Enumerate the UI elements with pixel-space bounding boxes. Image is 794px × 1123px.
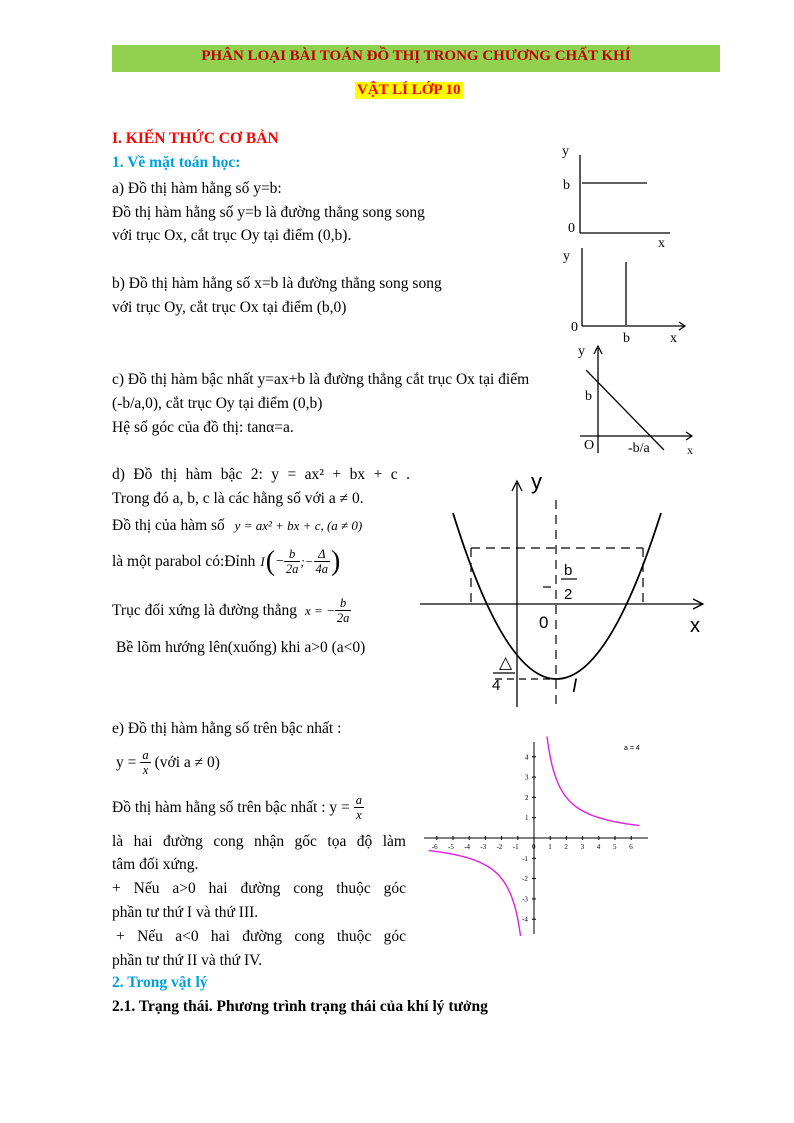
g4-vertex-label: I <box>572 676 578 697</box>
paragraph-e-line6: phần tư thứ I và thứ III. <box>112 904 259 921</box>
paragraph-e-line4: tâm đối xứng. <box>112 856 199 873</box>
hyperbola-fraction-2: $\frac{a}{x}$ <box>355 793 362 822</box>
x-tick-label: 0 <box>532 843 536 851</box>
g3-x-label: x <box>687 443 693 455</box>
hyperbola-branch-q3 <box>429 851 521 937</box>
g1-origin-label: 0 <box>568 221 575 236</box>
x-tick-label: -6 <box>431 843 438 851</box>
graph-constant-x <box>555 240 695 350</box>
quadratic-equation: y = ax² + bx + c, (a ≠ 0) <box>234 518 363 533</box>
hyperbola-legend: a = 4 <box>624 745 640 752</box>
vertex-x-fraction: $\frac{b}{2a}$ <box>285 547 299 576</box>
paragraph-e-line3: là hai đường cong nhận gốc tọa độ làm <box>112 833 406 850</box>
x-tick-label: -2 <box>496 843 503 851</box>
g4-b-denominator: 2 <box>564 586 573 603</box>
g1-x-label: x <box>658 236 665 250</box>
g4-x-label: x <box>690 615 700 637</box>
paragraph-d-line4: là một parabol có:Đỉnh I ( − $\frac{b}{2a}$ ;− $\frac{\Delta}{4a}$ ) <box>112 546 341 577</box>
paragraph-e-title: e) Đồ thị hàm hằng số trên bậc nhất : <box>112 720 342 737</box>
paragraph-c-line1: c) Đồ thị hàm bậc nhất y=ax+b là đường thẳng cắt trục Ox tại điểm <box>112 371 530 388</box>
paragraph-a-line2: với trục Ox, cắt trục Oy tại điểm (0,b). <box>112 227 352 244</box>
vertex-y-fraction: $\frac{\Delta}{4a}$ <box>315 547 329 576</box>
y-tick-label: -2 <box>522 875 528 884</box>
g4-b-numerator: b <box>564 562 573 579</box>
g4-y-label: y <box>531 469 542 494</box>
y-tick-label: 4 <box>525 753 529 762</box>
paragraph-d-line2: Trong đó a, b, c là các hằng số với a ≠ 0. <box>112 490 364 507</box>
paragraph-e-formula: y = $\frac{a}{x}$ (với a ≠ 0) <box>116 748 220 777</box>
x-tick-label: 3 <box>580 843 585 851</box>
x-tick-label: 6 <box>629 843 633 851</box>
g4-delta-denominator: 4 <box>492 677 501 694</box>
x-tick-label: 1 <box>548 843 552 851</box>
g3-y-label: y <box>578 344 585 359</box>
paragraph-e-line2: Đồ thị hàm hằng số trên bậc nhất : y = $\frac{a}{x}$ <box>112 793 362 822</box>
g2-origin-label: 0 <box>571 320 578 335</box>
page-subtitle: VẬT LÍ LỚP 10 <box>357 82 461 98</box>
g2-y-label: y <box>563 249 570 264</box>
y-tick-label: 2 <box>525 793 529 802</box>
g2-b-label: b <box>623 331 630 346</box>
g3-b-label: b <box>585 389 592 404</box>
g3-root-label: -b/a <box>628 441 650 455</box>
subsection-heading: 1. Về mặt toán học: <box>112 154 241 171</box>
paragraph-d-line1: d) Đồ thị hàm bậc 2: y = ax² + bx + c . <box>112 466 410 483</box>
graph-linear <box>572 340 702 455</box>
section2-heading: 2. Trong vật lý <box>112 974 208 991</box>
paragraph-d-line6: Bề lõm hướng lên(xuống) khi a>0 (a<0) <box>116 639 366 656</box>
x-tick-label: -1 <box>512 843 519 851</box>
g3-origin-label: O <box>584 438 595 453</box>
x-tick-label: -4 <box>464 843 471 851</box>
g1-b-label: b <box>563 178 570 193</box>
paragraph-e-line5: + Nếu a>0 hai đường cong thuộc góc <box>112 880 406 897</box>
vertex-label: I <box>260 554 265 569</box>
paragraph-b-line1: b) Đồ thị hàm hằng số x=b là đường thẳng song song <box>112 275 442 292</box>
g4-origin-label: 0 <box>539 613 549 632</box>
x-tick-label: -5 <box>448 843 454 851</box>
y-tick-label: -3 <box>522 895 528 904</box>
paragraph-d-line5: Trục đối xứng là đường thẳng x = − $\frac{b}{2a}$ <box>112 596 350 625</box>
x-tick-label: 5 <box>613 843 617 851</box>
section-heading: I. KIẾN THỨC CƠ BẢN <box>112 130 279 147</box>
paragraph-c-line2: (-b/a,0), cắt trục Oy tại điểm (0,b) <box>112 395 323 412</box>
paragraph-a-line1: Đồ thị hàm hằng số y=b là đường thẳng song song <box>112 204 425 221</box>
axis-fraction: $\frac{b}{2a}$ <box>336 596 350 625</box>
y-tick-label: -4 <box>522 915 528 924</box>
paragraph-a-title: a) Đồ thị hàm hằng số y=b: <box>112 180 282 197</box>
x-tick-label: 2 <box>564 843 568 851</box>
y-tick-label: 3 <box>525 773 529 782</box>
g4-delta-numerator: △ <box>499 653 513 672</box>
g2-x-label: x <box>670 331 677 346</box>
page-title: PHÂN LOẠI BÀI TOÁN ĐỒ THỊ TRONG CHƯƠNG CHẤT KHÍ <box>201 48 631 64</box>
paragraph-e-line8: phần tư thứ II và thứ IV. <box>112 952 263 969</box>
parabola-curve <box>453 513 661 679</box>
graph-constant-y <box>555 140 685 250</box>
hyperbola-fraction: $\frac{a}{x}$ <box>142 748 149 777</box>
y-tick-label: -1 <box>522 854 528 863</box>
x-tick-label: -3 <box>480 843 487 851</box>
graph-parabola <box>415 465 715 707</box>
y-tick-label: 1 <box>525 814 529 823</box>
g1-y-label: y <box>562 144 569 159</box>
section2-subheading: 2.1. Trạng thái. Phương trình trạng thái của khí lý tưởng <box>112 998 488 1015</box>
paragraph-c-line3: Hệ số góc của đồ thị: tanα=a. <box>112 419 294 436</box>
paragraph-e-line7: + Nếu a<0 hai đường cong thuộc góc <box>116 928 406 945</box>
graph-hyperbola <box>424 736 650 936</box>
paragraph-d-line3: Đồ thị của hàm số y = ax² + bx + c, (a ≠ 0) <box>112 517 363 534</box>
x-tick-label: 4 <box>596 843 601 851</box>
paragraph-b-line2: với trục Oy, cắt trục Ox tại điểm (b,0) <box>112 299 347 316</box>
